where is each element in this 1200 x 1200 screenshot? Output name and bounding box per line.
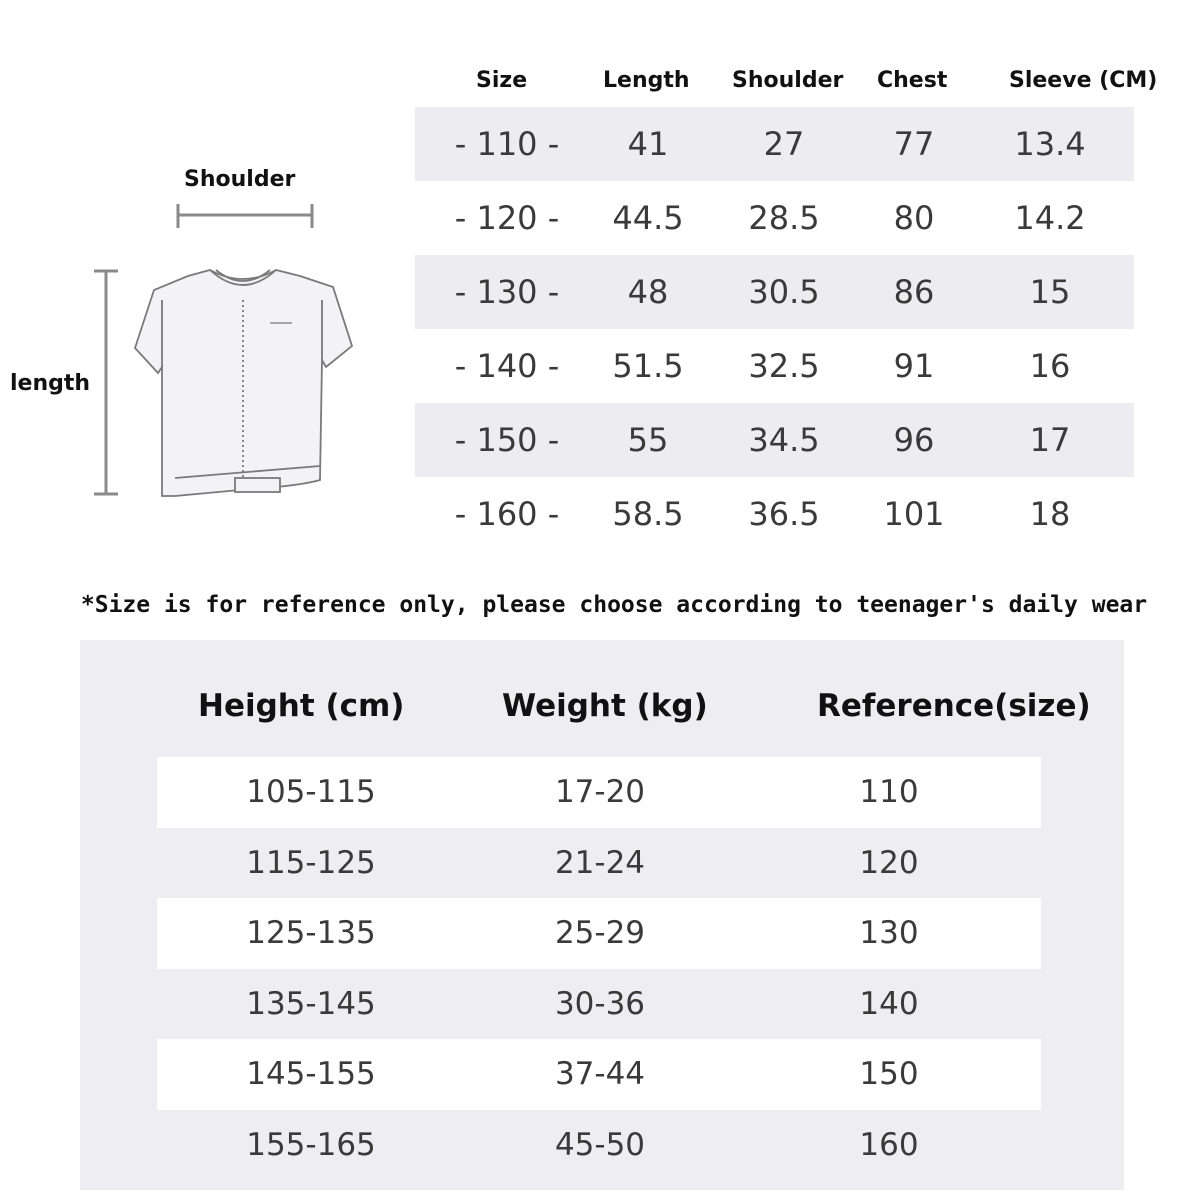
cell-size: - 140 - — [454, 347, 560, 385]
size-row — [415, 477, 1134, 551]
cell-height: 125-135 — [246, 915, 376, 951]
cell-size: - 130 - — [454, 273, 560, 311]
size-table-body — [415, 107, 1134, 551]
cell-sleeve: 18 — [1029, 495, 1071, 533]
cell-sleeve: 13.4 — [1014, 125, 1086, 163]
cell-shoulder: 28.5 — [748, 199, 820, 237]
cell-length: 58.5 — [612, 495, 684, 533]
cell-length: 41 — [627, 125, 669, 163]
cell-size: - 160 - — [454, 495, 560, 533]
size-note: *Size is for reference only, please choose according to teenager's daily wear — [80, 592, 1148, 618]
cell-weight: 21-24 — [554, 844, 646, 881]
size-table-header — [0, 68, 1200, 104]
header-shoulder: Shoulder — [732, 68, 844, 93]
garment-diagram — [0, 190, 400, 520]
cell-length: 44.5 — [612, 199, 684, 237]
header-height: Height (cm) — [198, 688, 405, 724]
reference-row — [157, 969, 1041, 1040]
cell-weight: 45-50 — [554, 1126, 646, 1163]
size-row — [415, 107, 1134, 181]
reference-row — [157, 1039, 1041, 1110]
cell-reference: 150 — [859, 1056, 919, 1092]
cell-shoulder: 27 — [763, 125, 805, 163]
cell-chest: 96 — [893, 421, 935, 459]
cell-shoulder: 34.5 — [748, 421, 820, 459]
size-row — [415, 329, 1134, 403]
shoulder-label: Shoulder — [184, 167, 296, 192]
header-chest: Chest — [877, 68, 948, 93]
cell-height: 105-115 — [246, 774, 376, 810]
cell-height: 155-165 — [246, 1126, 376, 1163]
cell-sleeve: 17 — [1029, 421, 1071, 459]
cell-shoulder: 32.5 — [748, 347, 820, 385]
header-length: Length — [603, 68, 690, 93]
cell-sleeve: 15 — [1029, 273, 1071, 311]
cell-height: 135-145 — [246, 985, 376, 1022]
cell-weight: 37-44 — [554, 1056, 646, 1092]
cell-reference: 110 — [859, 774, 919, 810]
shoulder-measure-line — [178, 204, 312, 228]
cell-sleeve: 14.2 — [1014, 199, 1086, 237]
cell-size: - 120 - — [454, 199, 560, 237]
size-row — [415, 255, 1134, 329]
cell-sleeve: 16 — [1029, 347, 1071, 385]
cell-length: 55 — [627, 421, 669, 459]
cell-weight: 25-29 — [554, 915, 646, 951]
cell-chest: 86 — [893, 273, 935, 311]
reference-table-body — [157, 757, 1041, 1180]
cell-reference: 130 — [859, 915, 919, 951]
reference-row — [157, 898, 1041, 969]
size-row — [415, 403, 1134, 477]
cell-height: 145-155 — [246, 1056, 376, 1092]
cell-size: - 110 - — [454, 125, 560, 163]
header-reference: Reference(size) — [817, 688, 1091, 724]
cell-shoulder: 36.5 — [748, 495, 820, 533]
cell-reference: 160 — [859, 1126, 919, 1163]
cell-weight: 30-36 — [554, 985, 646, 1022]
header-sleeve: Sleeve (CM) — [1009, 68, 1158, 93]
reference-row — [157, 828, 1041, 899]
cell-length: 51.5 — [612, 347, 684, 385]
length-measure-line — [94, 271, 118, 494]
cell-weight: 17-20 — [554, 774, 646, 810]
header-weight: Weight (kg) — [502, 688, 708, 724]
cell-chest: 91 — [893, 347, 935, 385]
tshirt-icon — [135, 270, 352, 496]
reference-row — [157, 757, 1041, 828]
header-size: Size — [476, 68, 528, 93]
length-label: length — [10, 371, 91, 396]
cell-size: - 150 - — [454, 421, 560, 459]
cell-chest: 101 — [883, 495, 945, 533]
size-row — [415, 181, 1134, 255]
cell-shoulder: 30.5 — [748, 273, 820, 311]
cell-reference: 140 — [859, 985, 919, 1022]
reference-row — [157, 1110, 1041, 1181]
cell-chest: 77 — [893, 125, 935, 163]
cell-chest: 80 — [893, 199, 935, 237]
cell-height: 115-125 — [246, 844, 376, 881]
cell-reference: 120 — [859, 844, 919, 881]
cell-length: 48 — [627, 273, 669, 311]
